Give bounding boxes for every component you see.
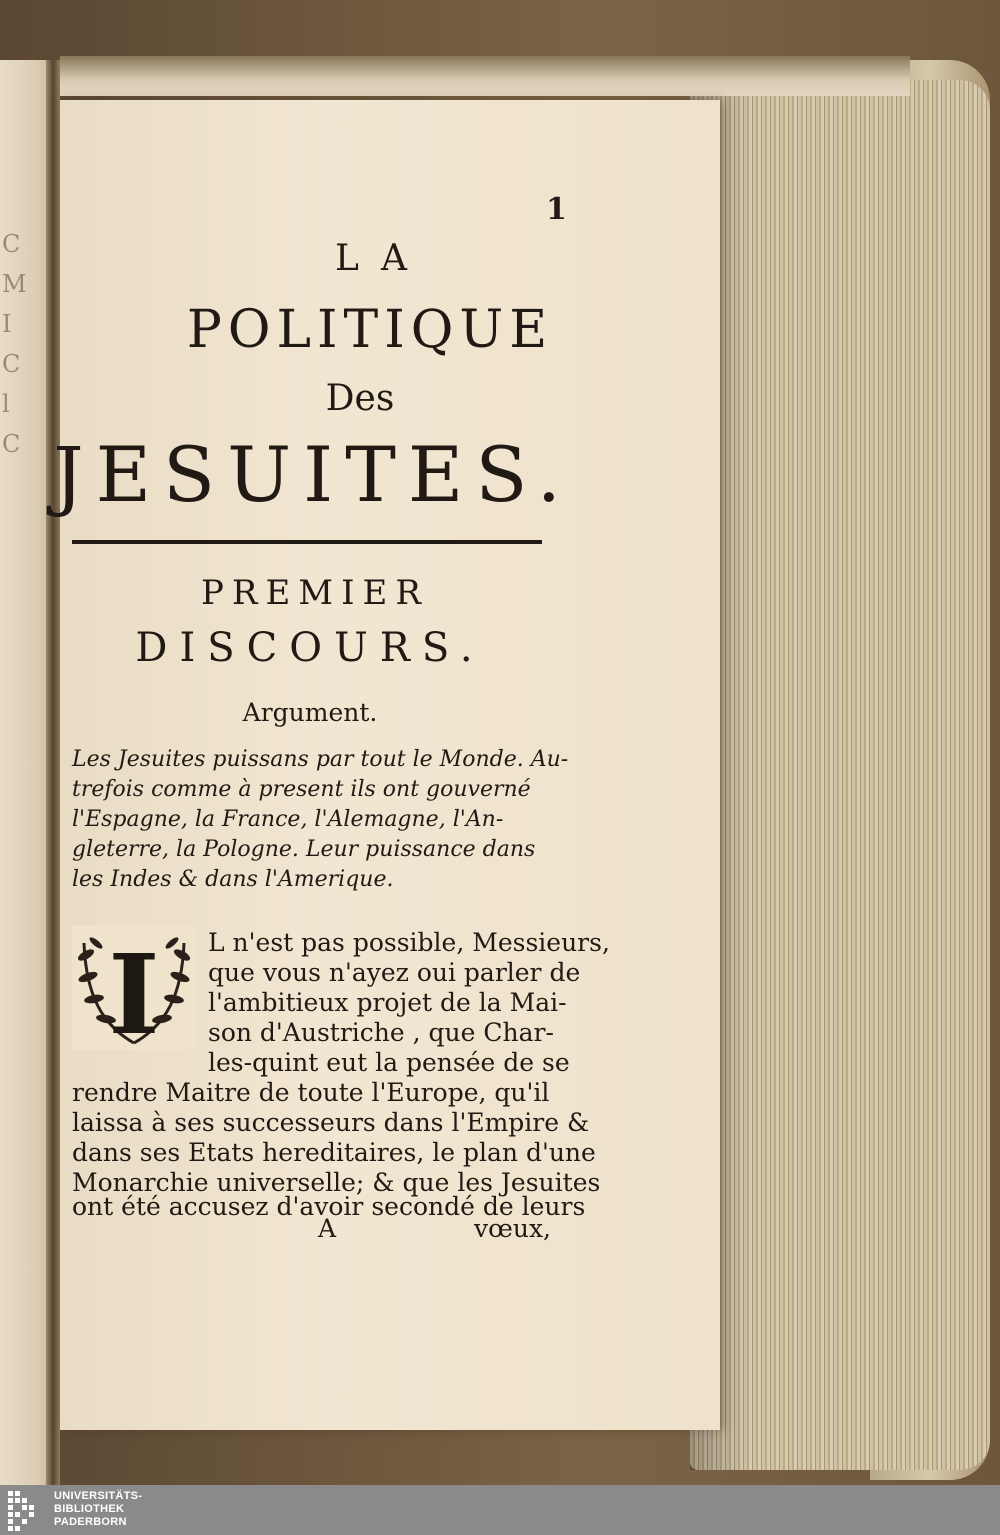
title-des: Des	[325, 378, 395, 419]
logo-line: UNIVERSITÄTS-	[54, 1490, 143, 1502]
catchword: vœux,	[474, 1214, 551, 1243]
heading-premier: PREMIER	[201, 573, 429, 613]
summary-line: gleterre, la Pologne. Leur puissance dans	[72, 837, 536, 862]
summary-line: les Indes & dans l'Amerique.	[72, 867, 394, 892]
argument-label: Argument.	[242, 698, 378, 727]
signature-mark: A	[318, 1214, 337, 1243]
argument-summary	[72, 745, 569, 895]
title-politique: POLITIQUE	[186, 300, 554, 360]
body-line: ont été accusez d'avoir secondé de leurs	[72, 1192, 586, 1221]
body-line: que vous n'ayez oui parler de	[208, 958, 581, 987]
title-la: LA	[335, 238, 429, 279]
body-line: son d'Austriche , que Char-	[208, 1018, 554, 1047]
body-line: rendre Maitre de toute l'Europe, qu'il	[72, 1078, 550, 1107]
body-line: les-quint eut la pensée de se	[208, 1048, 570, 1077]
summary-line: Les Jesuites puissans par tout le Monde. Au-	[72, 747, 569, 772]
title-jesuites: JESUITES.	[53, 430, 573, 519]
decorated-initial	[72, 925, 196, 1050]
title-rule	[72, 540, 542, 544]
body-line: L n'est pas possible, Messieurs,	[208, 928, 610, 957]
summary-line: l'Espagne, la France, l'Alemagne, l'An-	[72, 807, 504, 832]
heading-discours: DISCOURS.	[135, 625, 485, 671]
page-number: 1	[546, 192, 567, 227]
body-line: laissa à ses successeurs dans l'Empire &	[72, 1108, 590, 1137]
previous-page-edge: C M I C l C	[0, 60, 52, 1490]
logo-line: BIBLIOTHEK	[54, 1503, 125, 1515]
body-line: Monarchie universelle; & que les Jesuites	[72, 1168, 601, 1197]
library-logo-icon	[8, 1491, 44, 1531]
dropcap-letter: I	[108, 930, 160, 1050]
body-line: dans ses Etats hereditaires, le plan d'une	[72, 1138, 596, 1167]
logo-line: PADERBORN	[54, 1516, 127, 1528]
body-line: l'ambitieux projet de la Mai-	[208, 988, 567, 1017]
book-top-edge	[60, 56, 910, 96]
footer-bar	[0, 1485, 1000, 1535]
library-logo-text	[54, 1490, 142, 1529]
summary-line: trefois comme à present ils ont gouverné	[72, 777, 531, 802]
